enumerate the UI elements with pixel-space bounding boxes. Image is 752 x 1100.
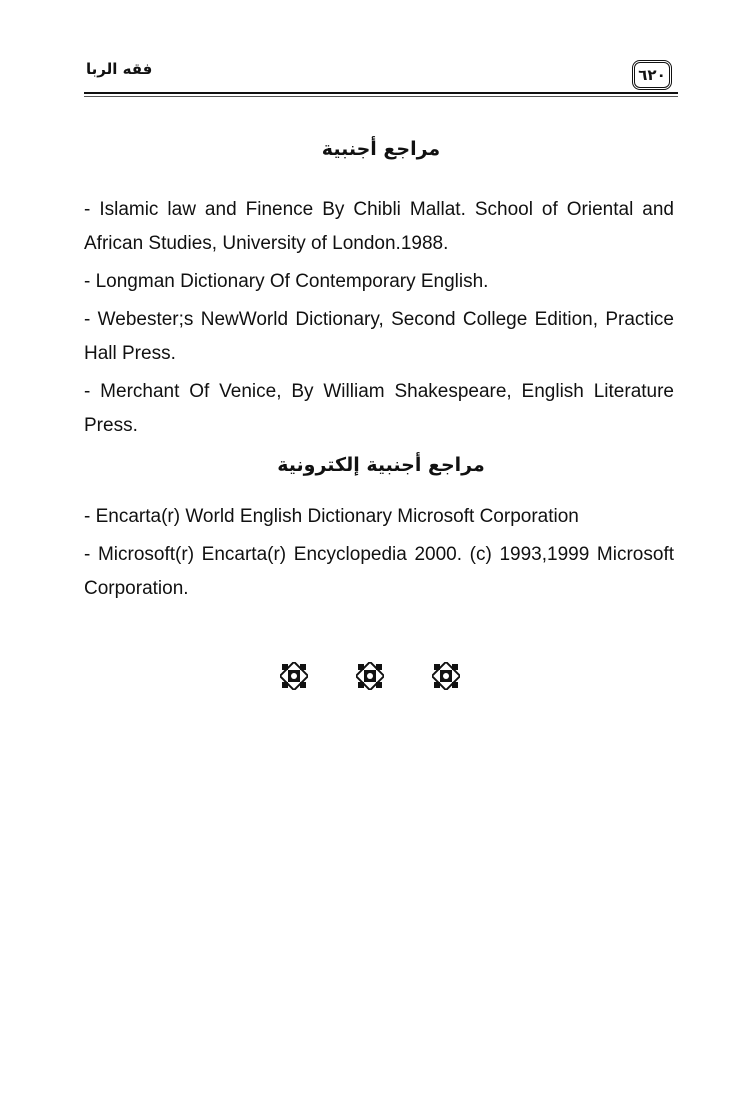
foreign-references-list [84, 193, 674, 447]
reference-item: - Merchant Of Venice, By William Shakespeare, English Literature Press. [84, 381, 674, 436]
electronic-references-list [84, 500, 674, 610]
reference-item: - Webester;s NewWorld Dictionary, Second College Edition, Practice Hall Press. [84, 309, 674, 364]
page-number: ٦٢٠ [632, 60, 672, 90]
running-title: فقه الربا [86, 60, 153, 78]
section-heading-electronic-references: مراجع أجنبية إلكترونية [277, 454, 485, 476]
reference-item: - Islamic law and Finence By Chibli Mallat. School of Oriental and African Studies, University of London.1988. [84, 199, 674, 254]
ornament-icon [280, 662, 308, 690]
reference-item: - Microsoft(r) Encarta(r) Encyclopedia 2000. (c) 1993,1999 Microsoft Corporation. [84, 544, 674, 599]
ornament-icon [432, 662, 460, 690]
ornament-icon [356, 662, 384, 690]
page-header [84, 56, 678, 100]
reference-item: - Encarta(r) World English Dictionary Microsoft Corporation [84, 506, 579, 527]
header-rule [84, 92, 678, 94]
header-rule-thin [84, 96, 678, 97]
ornament-divider [280, 662, 460, 692]
section-heading-foreign-references: مراجع أجنبية [321, 138, 441, 160]
reference-item: - Longman Dictionary Of Contemporary English. [84, 271, 489, 292]
